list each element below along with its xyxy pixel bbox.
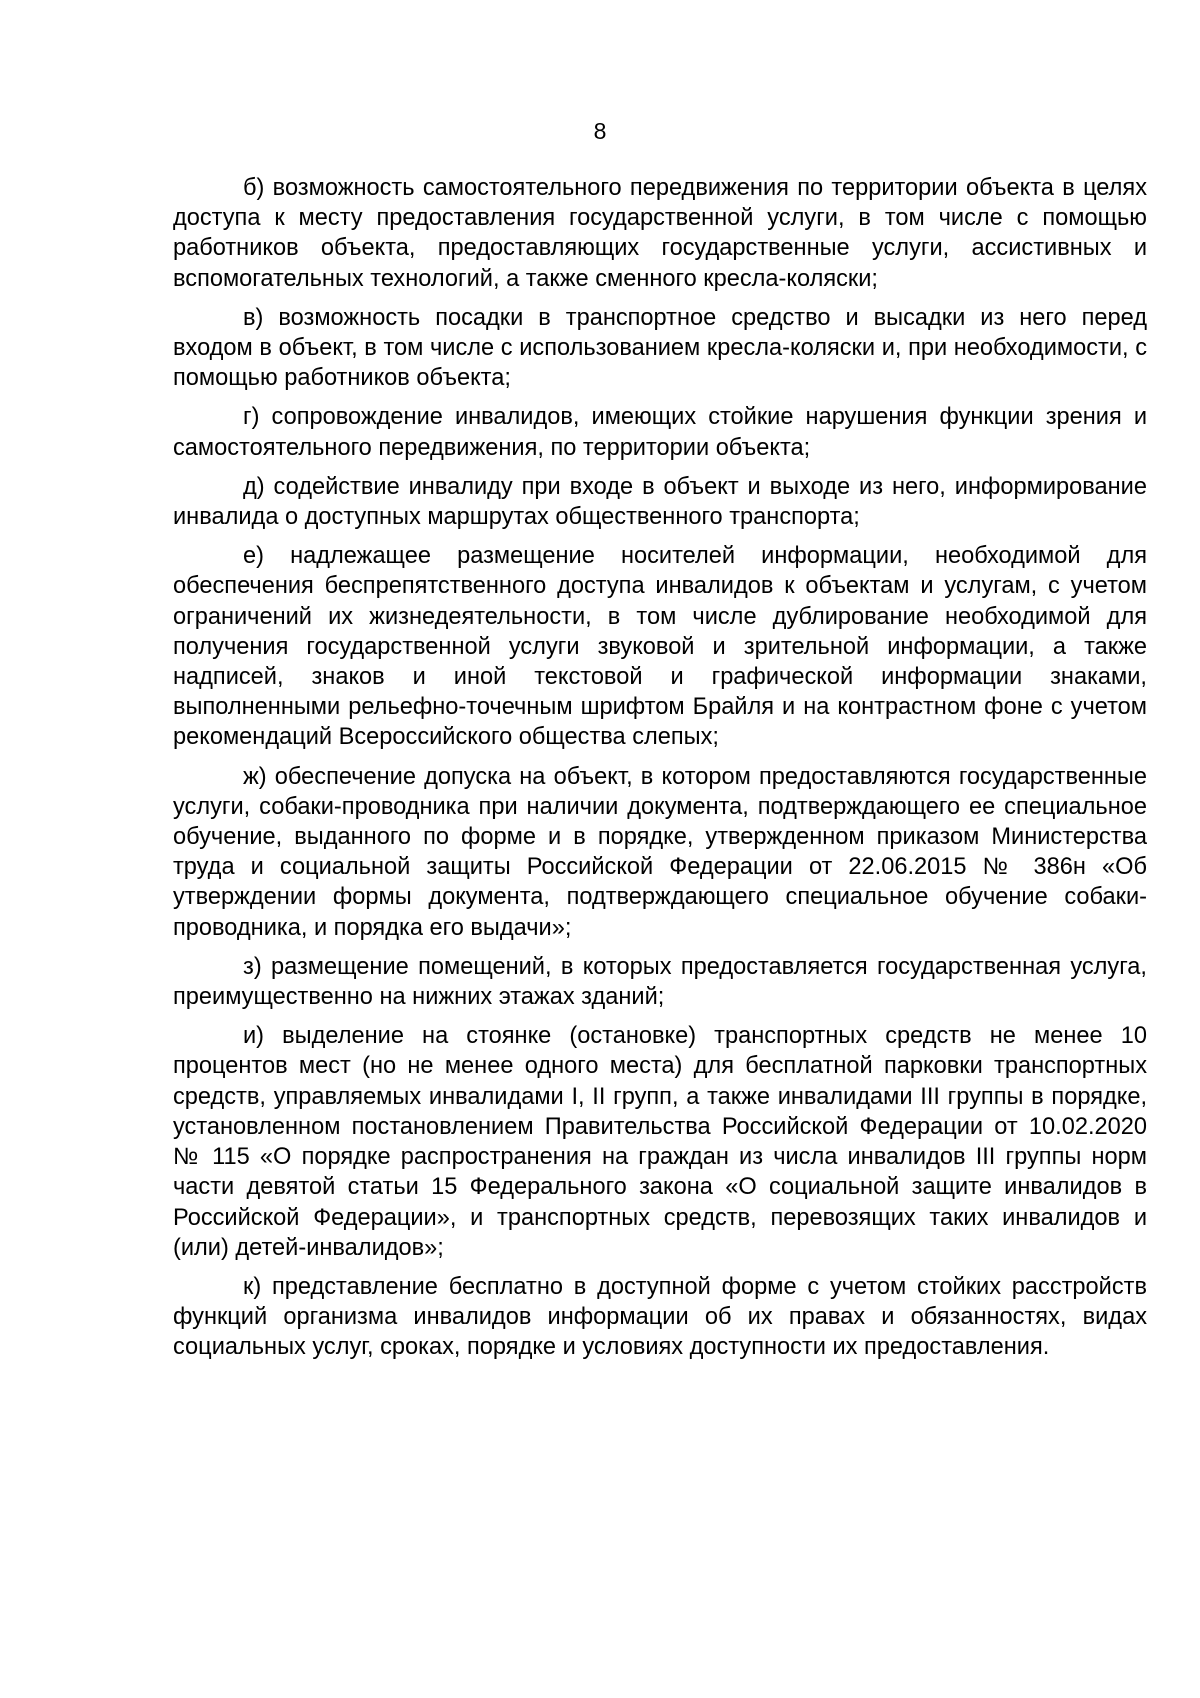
paragraph-k: к) представление бесплатно в доступной форме с учетом стойких расстройств функций организма инвалидов информации об их правах и обязанностях, видах социальных услуг, сроках, порядке и условиях доступности их предоставления.	[173, 1273, 1147, 1361]
paragraph-z: з) размещение помещений, в которых предоставляется государственная услуга, преимущественно на нижних этажах зданий;	[173, 953, 1147, 1011]
paragraph-v: в) возможность посадки в транспортное средство и высадки из него перед входом в объект, в том числе с использованием кресла-коляски и, при необходимости, с помощью работников объекта;	[173, 304, 1147, 392]
paragraph-g: г) сопровождение инвалидов, имеющих стойкие нарушения функции зрения и самостоятельного передвижения, по территории объекта;	[173, 404, 1147, 461]
paragraph-zh: ж) обеспечение допуска на объект, в котором предоставляются государственные услуги, собаки-проводника при наличии документа, подтверждающего ее специальное обучение, выданного по форме и в порядке, утвержденном приказом Министерства труда и социальной защиты Российской Федерации от 22.06.2015 № 386н «Об утверждении формы документа, подтверждающего специальное обучение собаки-проводника, и порядка его выдачи»;	[173, 763, 1147, 941]
document-body	[173, 173, 1147, 1372]
paragraph-e: е) надлежащее размещение носителей информации, необходимой для обеспечения беспрепятственного доступа инвалидов к объектам и услугам, с учетом ограничений их жизнедеятельности, в том числе дублирование необходимой для получения государственной услуги звуковой и зрительной информации, а также надписей, знаков и иной текстовой и графической информации знаками, выполненными рельефно-точечным шрифтом Брайля и на контрастном фоне с учетом рекомендаций Всероссийского общества слепых;	[173, 543, 1147, 751]
paragraph-d: д) содействие инвалиду при входе в объект и выходе из него, информирование инвалида о доступных маршрутах общественного транспорта;	[173, 473, 1147, 531]
paragraph-b: б) возможность самостоятельного передвижения по территории объекта в целях доступа к месту предоставления государственной услуги, в том числе с помощью работников объекта, предоставляющих государственные услуги, ассистивных и вспомогательных технологий, а также сменного кресла-коляски;	[173, 175, 1147, 292]
paragraph-i: и) выделение на стоянке (остановке) транспортных средств не менее 10 процентов мест (но не менее одного места) для бесплатной парковки транспортных средств, управляемых инвалидами I, II групп, а также инвалидами III группы в порядке, установленном постановлением Правительства Российской Федерации от 10.02.2020 № 115 «О порядке распространения на граждан из числа инвалидов III группы норм части девятой статьи 15 Федерального закона «О социальной защите инвалидов в Российской Федерации», и транспортных средств, перевозящих таких инвалидов и (или) детей-инвалидов»;	[173, 1023, 1147, 1261]
page-number: 8	[593, 118, 607, 144]
